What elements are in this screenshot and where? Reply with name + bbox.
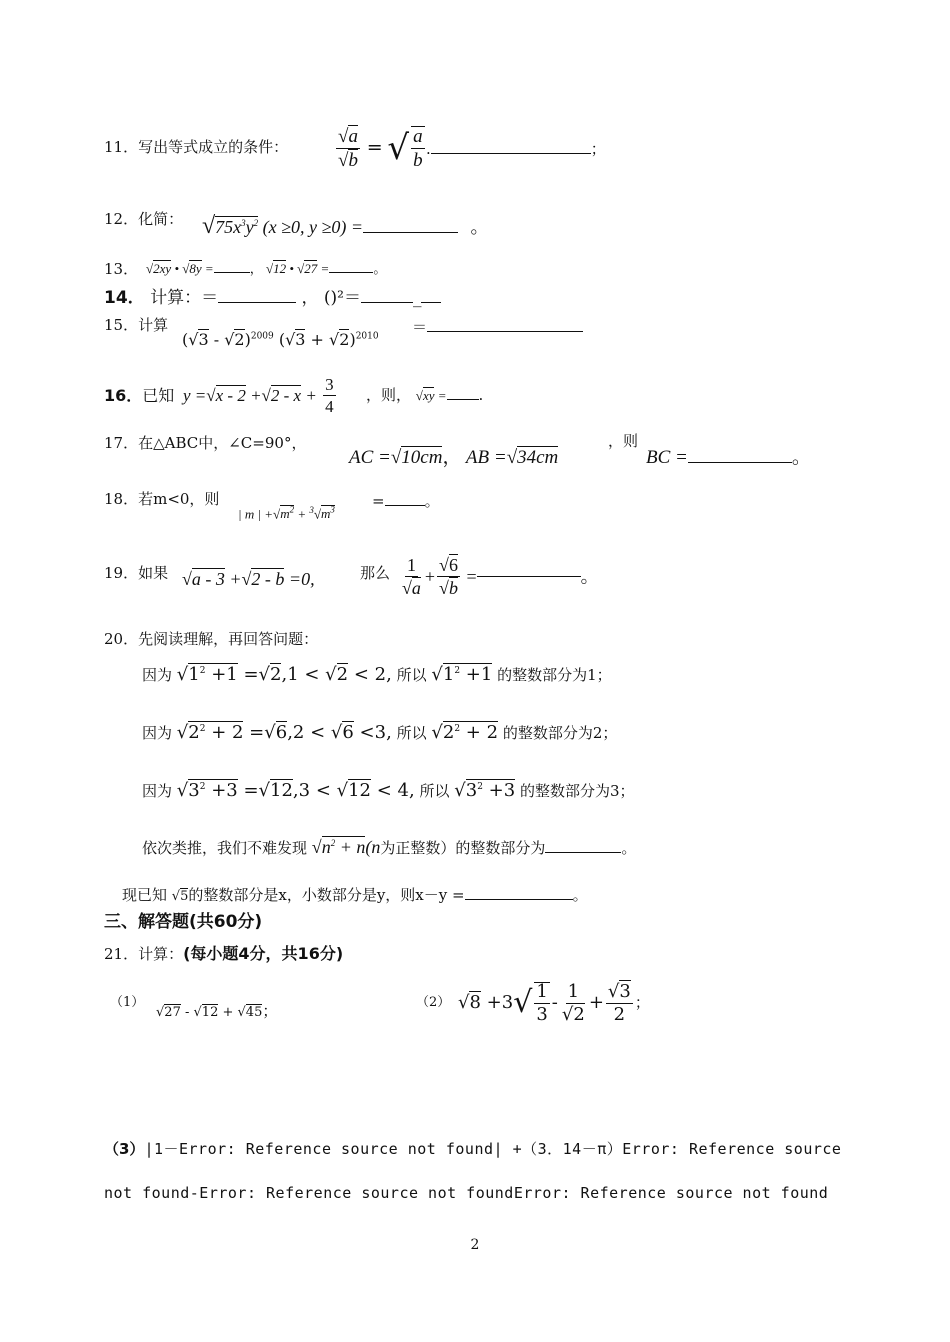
q16-formula: y =√x - 2 +√2 - x + $\frac{3}{4}$ (183, 375, 334, 416)
question-18: 18．若m<0，则 (104, 490, 220, 508)
question-14: 14． 计算：＝ ， ()²＝ _ (104, 290, 441, 307)
q17-formula: AC =√10cm， AB =√34cm (349, 447, 559, 468)
q20-line-1: 因为 $√1^2 +1 =√2,1 < √2 < 2$, 所以 $√1^2 +1$ 的整数部分为1； (142, 664, 612, 685)
q13-blank-2[interactable] (329, 272, 373, 273)
q20-answer-blank[interactable] (545, 852, 621, 853)
question-21: 21．计算：(每小题4分，共16分) (104, 944, 344, 963)
q18-formula: | m | $+√m^2 + ^3√m^3$ (238, 505, 335, 522)
q19-mid: 那么 (360, 564, 391, 582)
q13-formula: √2xy • √8y = ， √12 • √27 = 。 (146, 261, 387, 276)
question-13: 13． (104, 260, 139, 278)
q21-part-1-formula: √27 - √12 + √45； (156, 1002, 278, 1020)
q19-formula-1: √a - 3 +√2 - b =0, (182, 569, 315, 589)
question-17: 17．在△ABC中，∠C=90°， (104, 434, 307, 452)
q21-part-1: （1） (110, 995, 145, 1010)
q20-line-3: 因为 $√3^2 +3 =√12,3 < √12 < 4$, 所以 $√3^2 +3$ 的整数部分为3； (142, 780, 635, 801)
question-16: 16．已知 (104, 386, 175, 405)
question-20: 20．先阅读理解，再回答问题： (104, 630, 319, 648)
q14-blank-2[interactable] (361, 302, 413, 303)
section-3-heading: 三、解答题(共60分) (104, 912, 263, 932)
question-15: 15．计算 (104, 316, 169, 334)
q14-blank-1[interactable] (218, 302, 296, 303)
page-number: 2 (470, 1237, 480, 1253)
question-11: 11．写出等式成立的条件： (104, 138, 289, 156)
q12-answer-blank[interactable] (363, 232, 458, 233)
q18-answer-blank[interactable]: = 。 (372, 492, 440, 510)
q20-line-4: 依次类推，我们不难发现 $√n^2 + n(n$为正整数）的整数部分为 。 (142, 837, 637, 857)
q11-answer-blank[interactable]: . ； (426, 140, 606, 158)
q15-formula: (√3 - √2)$^{2009}$ $(√3 + √2)^{2010}$ (182, 330, 379, 349)
q20-line-2: 因为 $√2^2 + 2 =√6,2 < √6 <3$, 所以 $√2^2 + 2$ 的整数部分为2； (142, 722, 618, 743)
q12-formula: $√75x^3y^2$ (x ≥0, y ≥0) = 。 (202, 213, 489, 239)
q17-bc: BC = 。 (646, 447, 811, 468)
q19-answer-blank[interactable] (477, 576, 581, 577)
q19-formula-2: $\frac{1}{√a}$ + $\frac{√6}{√b}$ = 。 (402, 555, 599, 598)
q11-formula: $\frac{√a}{√b}$ = √ $\frac{a}{b}$ (338, 125, 423, 171)
q13-blank-1[interactable] (214, 272, 250, 273)
q20-line-5: 现已知 √5的整数部分是x，小数部分是y，则x－y = 。 (122, 886, 588, 904)
q20-xy-blank[interactable] (465, 899, 573, 900)
question-19: 19．如果 (104, 564, 169, 582)
q21-part-3-line-1: （3）|1－Error: Reference source not found| +（3．14－π）Error: Reference source (104, 1140, 842, 1158)
q15-answer-blank[interactable]: ＝ (412, 320, 583, 335)
q21-part-3-line-2: not found-Error: Reference source not foundError: Reference source not found (104, 1184, 829, 1202)
q21-part-2-formula: √8 +3√ $\frac{1}{3}$ - $\frac{1}{√2}$ + $\frac{√3}{2}$ ； (458, 980, 650, 1025)
q17-then: ，则 (608, 432, 639, 450)
question-12: 12．化简： (104, 210, 184, 228)
q21-part-2: （2） (416, 995, 451, 1010)
q16-answer-blank[interactable] (447, 399, 479, 400)
q17-answer-blank[interactable] (688, 462, 792, 463)
q16-tail: ，则， √xy = . (366, 386, 484, 404)
